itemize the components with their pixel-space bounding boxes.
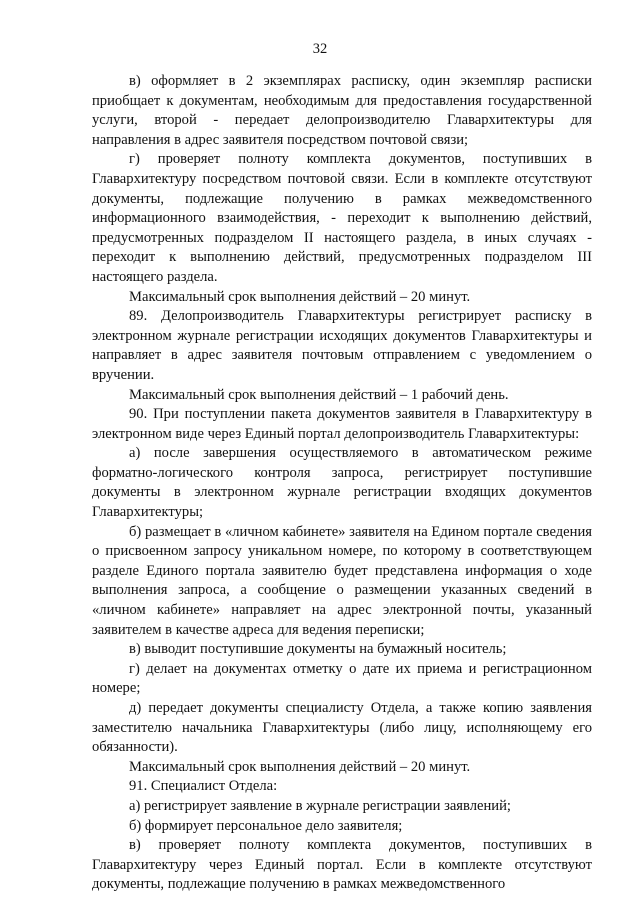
page-number: 32: [312, 41, 328, 57]
paragraph-item-a-register-application: а) регистрирует заявление в журнале регистрации заявлений;: [129, 797, 511, 814]
document-body: [92, 72, 592, 895]
paragraph-item-b-personal-account: б) размещает в «личном кабинете» заявителя на Едином портале сведения о присвоенном запросу уникальном номере, по которому в соответствующем разделе Единого портала заявителю будет представлена информация о ходе выполнения запроса, а сообщение о размещении указанных сведений в «личном кабинете» направляет на адрес электронной почты, указанный заявителем в качестве адреса для ведения переписки;: [92, 523, 592, 638]
paragraph-item-a-register: а) после завершения осуществляемого в автоматическом режиме форматно-логического контроля запроса, регистрирует поступившие документы в электронном журнале регистрации входящих документов Главархитектуры;: [92, 445, 592, 521]
paragraph-item-d-transfer: д) передает документы специалисту Отдела, а также копию заявления заместителю начальника Главархитектуры (либо лицу, исполняющему его обязанности).: [92, 700, 592, 756]
paragraph-deadline: Максимальный срок выполнения действий – 20 минут.: [129, 288, 471, 305]
paragraph-deadline: Максимальный срок выполнения действий – 1 рабочий день.: [129, 386, 509, 403]
paragraph-90: 90. При поступлении пакета документов заявителя в Главархитектуру в электронном виде через Единый портал делопроизводитель Главархитектуры:: [92, 406, 592, 442]
paragraph-item-v-receipt: в) оформляет в 2 экземплярах расписку, один экземпляр расписки приобщает к документам, необходимым для предоставления государственной услуги, второй - передает делопроизводителю Главархитектуры для направления в адрес заявителя посредством почтовой связи;: [92, 73, 592, 148]
paragraph-item-v-print: в) выводит поступившие документы на бумажный носитель;: [129, 641, 507, 658]
paragraph-item-g-mark: г) делает на документах отметку о дате их приема и регистрационном номере;: [92, 660, 592, 697]
paragraph-item-b-personal-file: б) формирует персональное дело заявителя;: [129, 817, 403, 834]
paragraph-deadline: Максимальный срок выполнения действий – 20 минут.: [129, 758, 471, 775]
paragraph-item-g-check-postal: г) проверяет полноту комплекта документов, поступивших в Главархитектуру посредством почтовой связи. Если в комплекте отсутствуют документы, подлежащие получению в рамках межведомственного информационного взаимодействия, - переходит к выполнению действий, предусмотренных подразделом II настоящего раздела, в иных случаях - переходит к выполнению действий, предусмотренных подразделом III настоящего раздела.: [92, 151, 592, 285]
paragraph-91: 91. Специалист Отдела:: [129, 778, 278, 795]
paragraph-89: 89. Делопроизводитель Главархитектуры регистрирует расписку в электронном журнале регистрации исходящих документов Главархитектуры и направляет в адрес заявителя почтовым отправлением с уведомлением о вручении.: [92, 308, 592, 383]
paragraph-item-v-check-portal: в) проверяет полноту комплекта документов, поступивших в Главархитектуру через Единый портал. Если в комплекте отсутствуют документы, подлежащие получению в рамках межведомственного: [92, 837, 592, 893]
